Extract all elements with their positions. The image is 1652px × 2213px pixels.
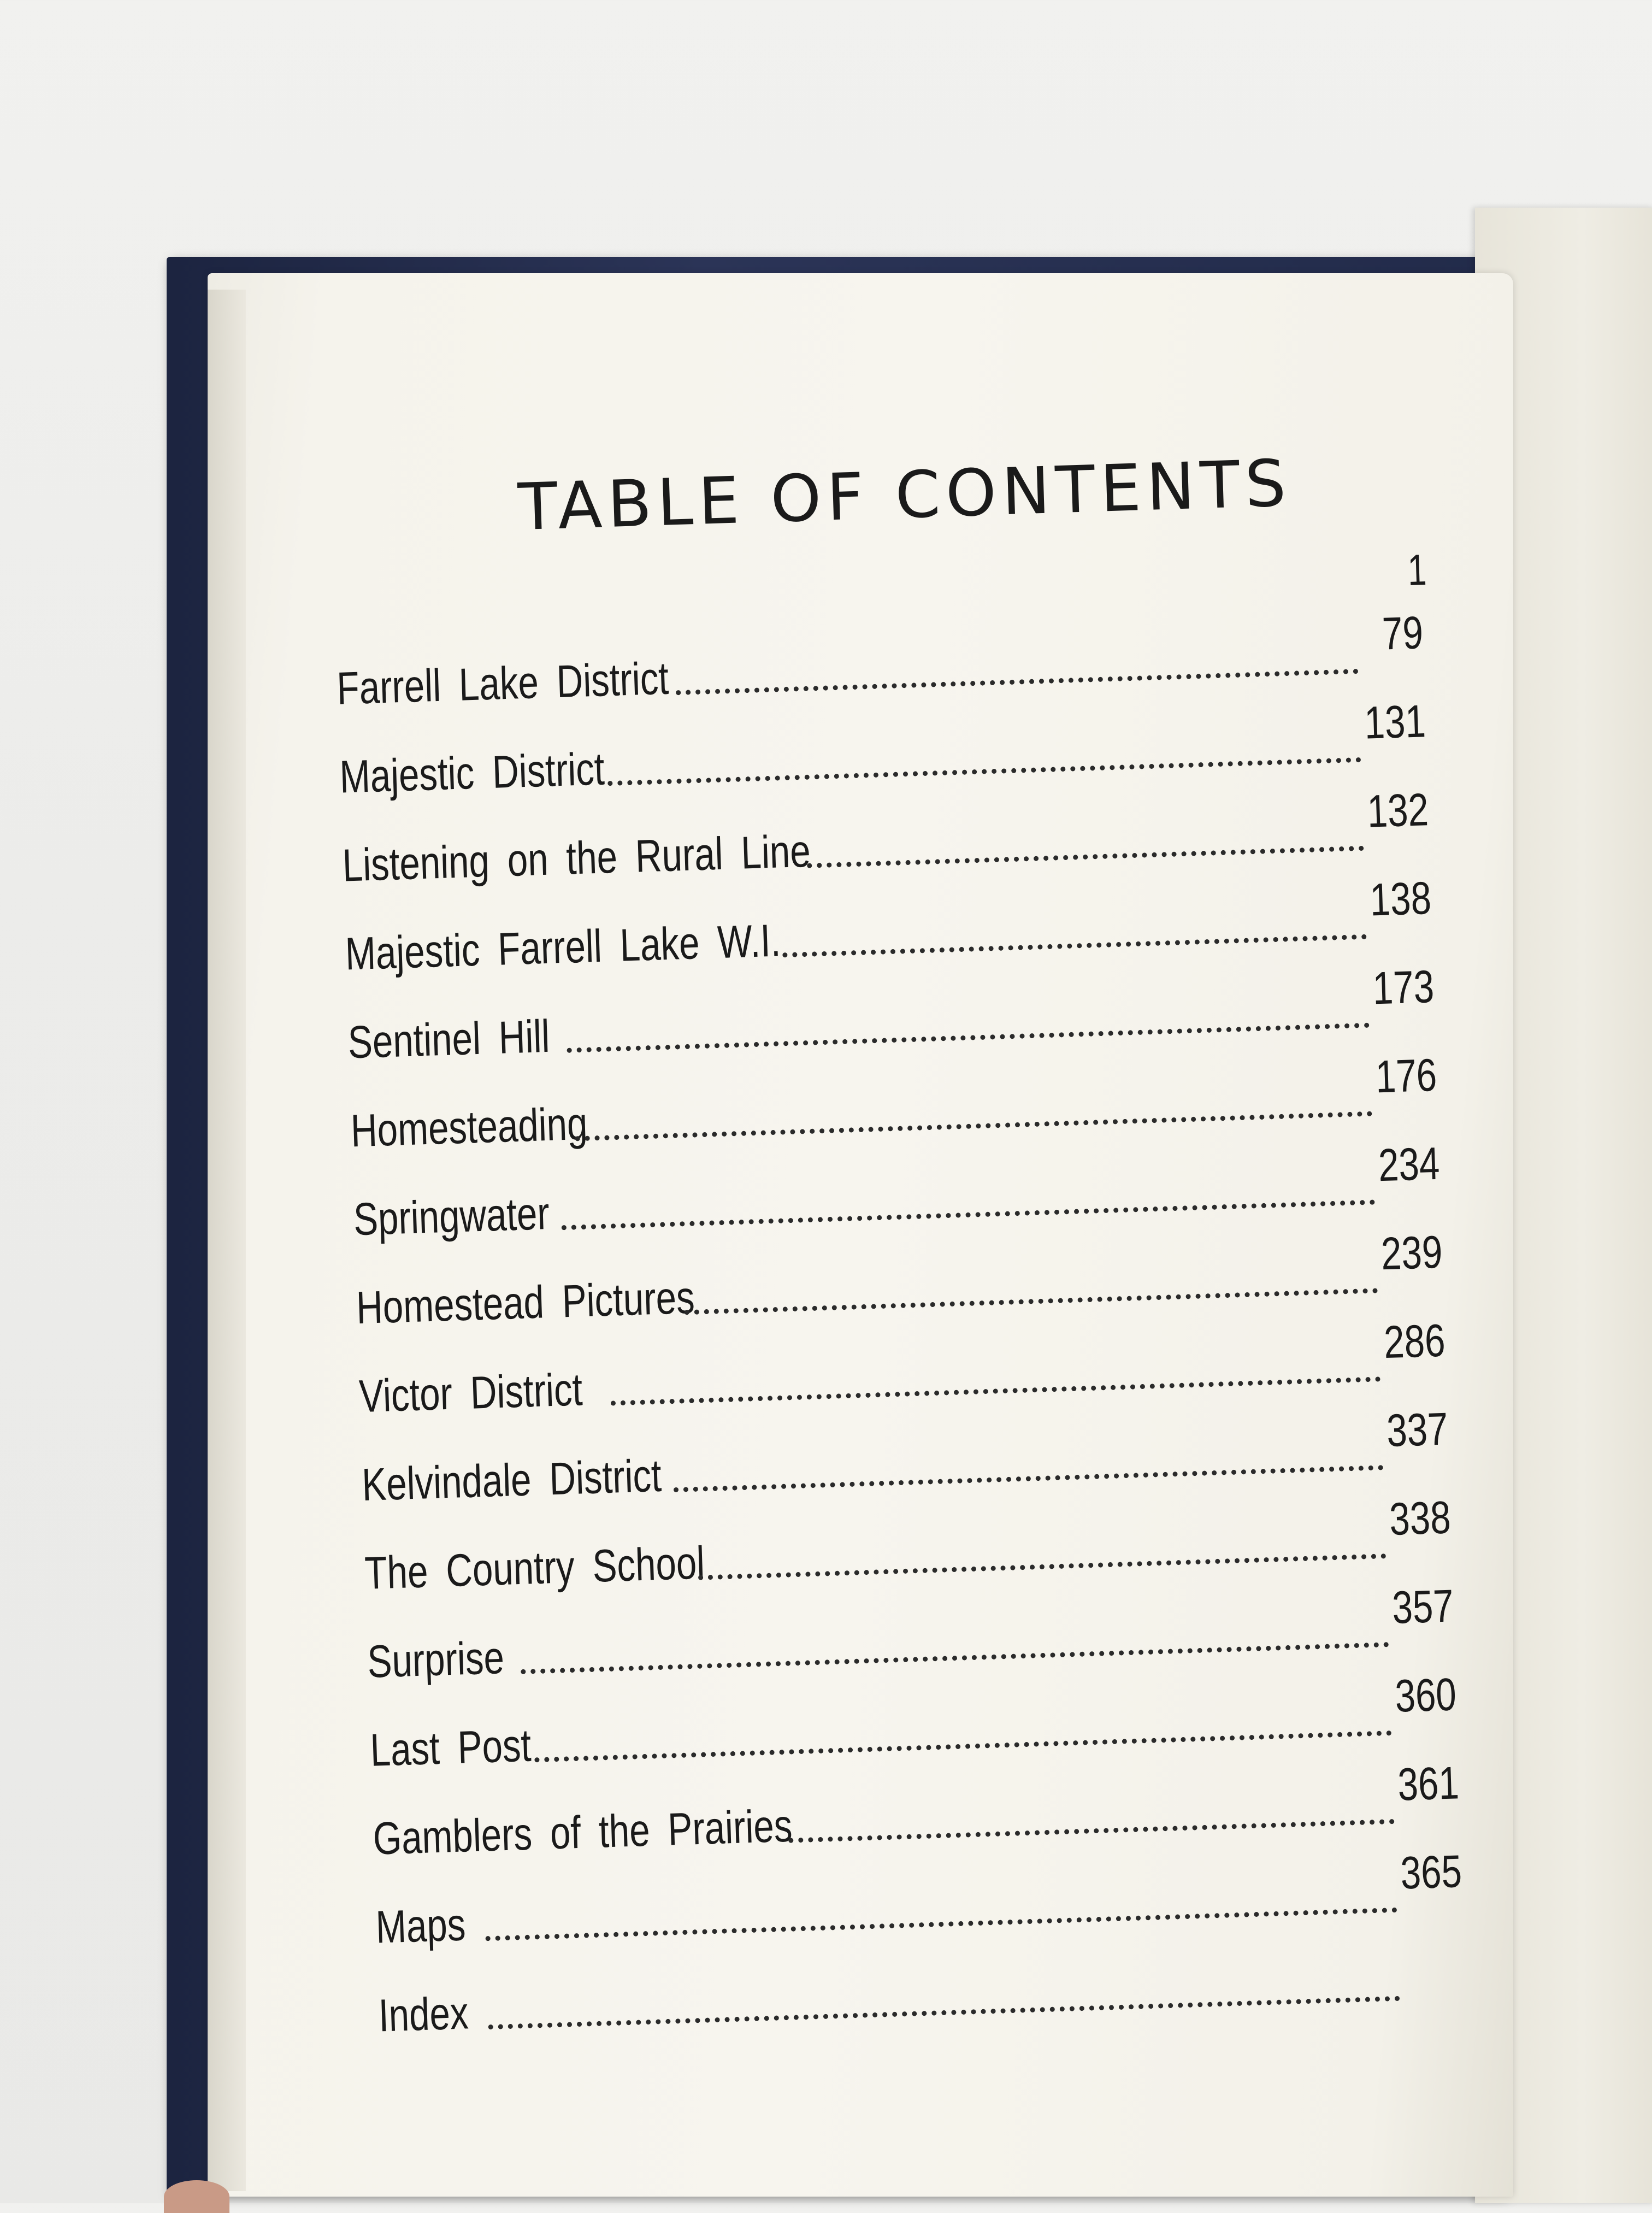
toc-entry-page: 337: [1385, 1403, 1449, 1457]
toc-entry-title: Kelvindale District: [361, 1449, 663, 1510]
toc-entry-page: 361: [1397, 1757, 1460, 1810]
toc-entry-title: Homestead Pictures: [355, 1271, 695, 1334]
toc-entry-page: 132: [1366, 784, 1430, 837]
toc-entry-page: 360: [1394, 1668, 1457, 1722]
toc-entry-title: Farrell Lake District: [336, 652, 670, 714]
toc-entry-title: Majestic District: [339, 743, 605, 803]
toc-entry-title: Maps: [375, 1898, 467, 1953]
toc-entry-title: Sentinel Hill: [347, 1010, 551, 1068]
table-of-contents: [328, 362, 1536, 2041]
toc-entry-page: 176: [1374, 1049, 1438, 1103]
toc-entry-page: 239: [1380, 1226, 1443, 1280]
toc-entry-title: Majestic Farrell Lake W.I.: [344, 914, 782, 980]
toc-entry-title: Listening on the Rural Line: [341, 825, 811, 891]
toc-entry-title: Last Post: [369, 1719, 532, 1776]
toc-entry-title: The Country School: [364, 1537, 706, 1599]
toc-entry-page: 173: [1372, 960, 1435, 1014]
toc-entry-page: 365: [1400, 1845, 1463, 1899]
toc-entry-title: Victor District: [358, 1363, 583, 1422]
page-title: TABLE OF CONTENTS: [517, 445, 1293, 545]
toc-entry-title: Homesteading: [350, 1097, 588, 1157]
toc-entry-page: 338: [1388, 1491, 1452, 1545]
toc-entry-title: Springwater: [352, 1187, 551, 1245]
toc-entry-title: Index: [377, 1987, 469, 2041]
toc-entry-page: 286: [1383, 1314, 1446, 1368]
toc-entry-page: 234: [1377, 1137, 1441, 1191]
toc-entry-page: 79: [1381, 607, 1424, 660]
toc-entry-title: Surprise: [367, 1632, 505, 1687]
fingertip: [164, 2180, 229, 2213]
toc-entry-page: 138: [1369, 872, 1432, 926]
page-gutter: [208, 290, 246, 2191]
toc-entry-page: 357: [1391, 1580, 1454, 1633]
toc-entry-title: Gamblers of the Prairies: [372, 1799, 793, 1864]
toc-entries: [335, 587, 1515, 2041]
toc-entry-page: 131: [1363, 695, 1426, 749]
first-page-number: 1: [1406, 545, 1427, 595]
